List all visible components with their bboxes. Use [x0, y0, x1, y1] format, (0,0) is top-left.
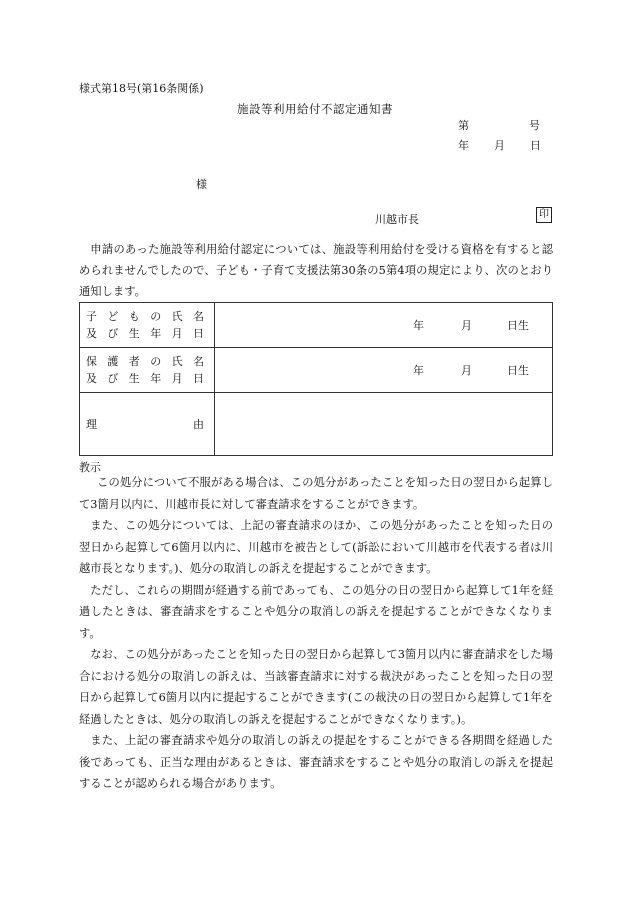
- notes-paragraph: また、この処分については、上記の審査請求のほか、この処分があったことを知った日の翌日から起算して6箇月以内に、川越市を被告として(訴訟において川越市を代表する者は川越市長となります。)、処分の取消しの訴えを提起することができます。: [79, 519, 553, 575]
- child-label-line2: 及び生年月日: [86, 327, 204, 340]
- child-month-label: 月: [461, 319, 472, 332]
- date-month-label: 月: [494, 139, 505, 152]
- child-year-label: 年: [413, 319, 424, 332]
- table-row-reason: [80, 393, 553, 456]
- notes-heading: 教示: [79, 461, 101, 474]
- reason-label-char2: 由: [193, 417, 204, 431]
- table-row-child: [80, 303, 553, 348]
- table-row-guardian: [80, 348, 553, 393]
- issuer-name: 川越市長: [375, 213, 419, 226]
- form-number: 様式第18号(第16条関係): [79, 82, 204, 95]
- guardian-label-cell: [80, 348, 215, 393]
- intro-paragraph: [79, 239, 553, 302]
- document-title: 施設等利用給付不認定通知書: [237, 102, 393, 116]
- addressee-honorific: 様: [196, 178, 207, 191]
- date-day-label: 日: [530, 139, 541, 152]
- guardian-value-cell[interactable]: [215, 348, 553, 393]
- reason-value-cell[interactable]: [215, 393, 553, 456]
- notes-section: [79, 472, 553, 795]
- notes-paragraph: なお、この処分があったことを知った日の翌日から起算して3箇月以内に審査請求をした場合における処分の取消しの訴えは、当該審査請求に対する裁決があったことを知った日の翌日から起算して6箇月以内に提起することができます(この裁決の日の翌日から起算して1年を経過したときは、処分の取消しの訴えを提起することができなくなります。)。: [79, 648, 553, 726]
- reason-label-char1: 理: [86, 417, 97, 431]
- intro-text: 申請のあった施設等利用給付認定については、施設等利用給付を受ける資格を有すると認められませんでしたので、子ども・子育て支援法第30条の5第4項の規定により、次のとおり通知します。: [79, 243, 553, 298]
- notes-paragraph: この処分について不服がある場合は、この処分があったことを知った日の翌日から起算して3箇月以内に、川越市長に対して審査請求をすることができます。: [79, 476, 553, 511]
- date-year-label: 年: [458, 139, 469, 152]
- guardian-birth-label: 日生: [507, 364, 529, 377]
- guardian-label-line2: 及び生年月日: [86, 372, 204, 385]
- info-table: [79, 302, 553, 456]
- child-value-cell[interactable]: [215, 303, 553, 348]
- guardian-label-line1: 保護者の氏名: [86, 355, 204, 368]
- number-prefix: 第: [458, 119, 469, 132]
- guardian-year-label: 年: [413, 364, 424, 377]
- seal-mark: 印: [536, 207, 552, 223]
- child-label-cell: [80, 303, 215, 348]
- child-label-line1: 子どもの氏名: [86, 310, 204, 323]
- number-suffix: 号: [529, 119, 540, 132]
- notes-paragraph: また、上記の審査請求や処分の取消しの訴えの提起をすることができる各期間を経過した後であっても、正当な理由があるときは、審査請求をすることや処分の取消しの訴えを提起することが認められる場合があります。: [79, 734, 553, 790]
- reason-label-cell: [80, 393, 215, 456]
- guardian-month-label: 月: [461, 364, 472, 377]
- child-birth-label: 日生: [507, 319, 529, 332]
- notes-paragraph: ただし、これらの期間が経過する前であっても、この処分の日の翌日から起算して1年を経過したときは、審査請求をすることや処分の取消しの訴えを提起することができなくなります。: [79, 583, 553, 640]
